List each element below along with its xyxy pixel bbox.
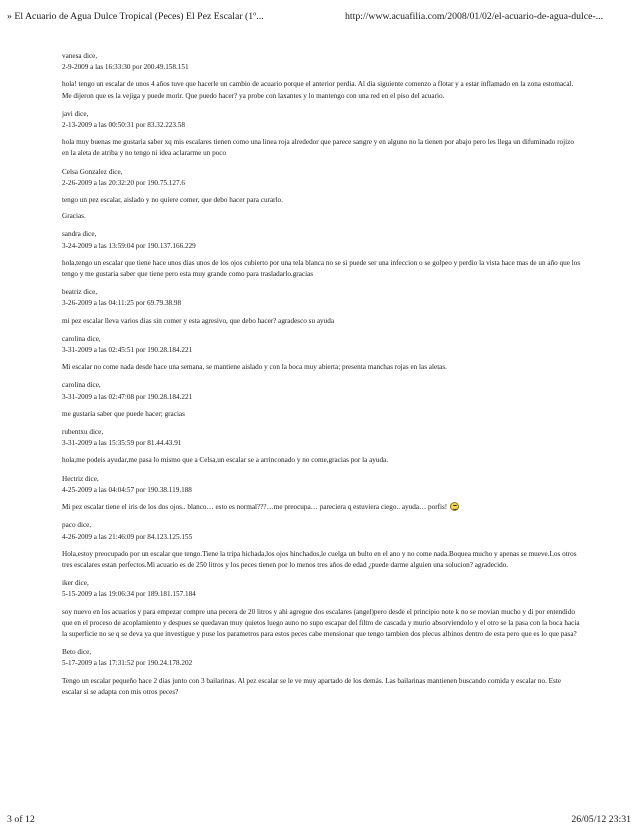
comment-author: carolina dice, [62,381,101,390]
comment-meta [62,427,582,449]
comment-meta [62,109,582,131]
comment-paragraph [62,258,582,280]
comment-body [62,258,582,280]
comment-meta [62,334,582,356]
comment-paragraph [62,502,582,513]
comment-date: 5-17-2009 a las 17:31:52 por 190.24.178.202 [62,659,193,668]
comment-date: 4-25-2009 a las 04:04:57 por 190.38.119.188 [62,485,192,494]
comment-body [62,137,582,159]
comment-body [62,409,582,420]
comment-paragraph [62,409,582,420]
comment-entry [62,520,582,571]
comment-body [62,607,582,641]
comment-date: 3-26-2009 a las 04:11:25 por 69.79.38.98 [62,299,182,308]
comment-paragraph [62,316,582,327]
comment-entry [62,287,582,327]
comment-author: iker dice, [62,579,89,588]
comment-text: Gracias. [62,212,86,221]
comment-text: hola,tengo un escalar que tiene hace unos dias unos de los ojos cubierto por una tela blanca no se si puede ser una infeccion o se golpeo y perdio la vista hace mas de un año que los tengo y me gustaria saber que tiene pero esta muy grande como para trasladarlo.gracias [62,258,581,279]
comment-date: 5-15-2009 a las 19:06:34 por 189.181.157.184 [62,590,196,599]
comment-text: hola! tengo un escalar de unos 4 años tuve que hacerle un cambio de acuario porque el anterior perdia. Al dia siguiente comenzo a flotar y a estar inflamado en la zona estomacal. Me dijeron que es la vejiga y puede morir. Que puedo hacer? ya probe con laxantes y lo mantengo con una red en el piso del acuario. [62,80,574,100]
comment-author: carolina dice, [62,334,101,343]
comment-date: 3-31-2009 a las 02:45:51 por 190.28.184.221 [62,346,193,355]
comment-text: me gustaría saber que puede hacer; gracias [62,409,185,418]
comment-body [62,455,582,466]
comment-author: paco dice, [62,521,92,530]
comment-author: beatriz dice, [62,288,98,297]
comment-date: 3-31-2009 a las 15:35:59 por 81.44.43.91 [62,439,182,448]
comment-text: hola muy buenas me gustaria saber xq mis escalares tienen como una linea roja alrededor que parece sangre y en alguno no la tienen por abajo pero les llega un difuminado rojizo en la aleta de atriba y no tengo ni idea aclararme un poco [62,138,574,158]
comment-text: Mi escalar no come nada desde hace una semana, se mantiene aislado y con la boca muy abierta; presenta manchas rojas en las aletas. [62,363,447,372]
comment-paragraph [62,362,582,373]
comment-text: tengo un pez escalar, aislado y no quiere comer, que debo hacer para curarlo. [62,196,283,205]
comment-meta [62,578,582,600]
comment-entry [62,167,582,223]
comment-author: Hectriz dice, [62,474,99,483]
comment-meta [62,287,582,309]
comment-author: javi dice, [62,109,89,118]
comment-entry [62,474,582,514]
page-title: » El Acuario de Agua Dulce Tropical (Peces) El Pez Escalar (1º... [7,11,264,22]
comment-paragraph [62,607,582,641]
comment-body [62,502,582,513]
page-url[interactable]: http://www.acuafilia.com/2008/01/02/el-acuario-de-agua-dulce-... [345,11,604,22]
comment-meta [62,474,582,496]
comment-author: Beto dice, [62,648,92,657]
comment-entry [62,578,582,640]
comment-paragraph [62,455,582,466]
comment-entry [62,109,582,160]
comment-paragraph [62,676,582,698]
comment-body [62,362,582,373]
comment-text: Tengo un escalar pequeño hace 2 días junto con 3 bailarinas. Al pez escalar se le ve muy apartado de los demás. Las bailarinas mantienen buscando comida y escalar no. Este escalar si se adapta con mis otros peces? [62,676,562,696]
comment-meta [62,167,582,189]
comment-entry [62,51,582,102]
comment-text: Mi pez escalar tiene el iris de los dos ojos.. blanco… esto es normal???…me preocupa… pareciera q estuviera ciego.. ayuda… porfis! [62,503,448,512]
comment-author: Celsa Gonzalez dice, [62,167,123,176]
comment-entry [62,427,582,467]
comments-list [62,51,582,705]
comment-entry [62,229,582,280]
comment-date: 2-9-2009 a las 16:33:30 por 200.49.158.151 [62,63,189,72]
comment-meta [62,51,582,73]
comment-date: 3-24-2009 a las 13:59:04 por 190.137.166.229 [62,241,196,250]
comment-date: 3-31-2009 a las 02:47:08 por 190.28.184.221 [62,392,193,401]
comment-text: hola,me podeis ayudar,me pasa lo mismo que a Celsa,un escalar se a arrinconado y no come,gracias por la ayuda. [62,456,389,465]
comment-paragraph [62,137,582,159]
comment-author: rubentxu dice, [62,428,104,437]
comment-date: 2-13-2009 a las 00:50:31 por 83.32.223.58 [62,121,185,130]
comment-body [62,549,582,571]
comment-body [62,195,582,222]
comment-meta [62,647,582,669]
comment-meta [62,520,582,542]
smiley-icon [450,502,459,511]
comment-date: 4-26-2009 a las 21:46:09 por 84.123.125.155 [62,532,193,541]
print-datetime: 26/05/12 23:31 [571,814,631,825]
comment-author: vanesa dice, [62,52,98,60]
comment-paragraph [62,549,582,571]
comment-entry [62,647,582,698]
page-number: 3 of 12 [7,814,35,825]
comment-meta [62,229,582,251]
comment-entry [62,380,582,420]
comment-text: Hola,estoy preocupado por un escalar que tengo.Tiene la tripa hichada,los ojos hinchados,le cuelga un bulto en el ano y no come nada.Boquea mucho y apenas se mueve.Los otros tres escalares estan perfectos.Mi acuario es de 250 litros y los peces tienen por lo menos tres años de edad ¿puede darme alguien una solucion? agradecido. [62,549,577,569]
comment-body [62,316,582,327]
comment-body [62,79,582,101]
comment-entry [62,334,582,374]
comment-date: 2-26-2009 a las 20:32:20 por 190.75.127.6 [62,178,185,187]
comment-body [62,676,582,698]
comment-text: mi pez escalar lleva varios dias sin comer y esta agresivo, que debo hacer? agradesco su ayuda [62,316,335,325]
comment-meta [62,380,582,402]
comment-paragraph [62,79,582,101]
comment-author: sandra dice, [62,230,97,239]
comment-text: soy nuevo en los acuarios y para empezar compre una pecera de 20 litros y ahi agregue dos escalares (angel)pero desde el principio note k no se movian mucho y di por entendido que en el proceso de acoplamiento y despues se quedavan muy quietos luego auno no supo escapar del filtro de cascada y murio absorviendolo y el otro se la pasa con la boca hacia la superficie no se q se deva ya que investigue y puse los parametros para estos peces cabe mensionar que tengo tambien dos plecus albinos dentro de esta pero que es lo que pasa? [62,607,580,638]
comment-paragraph [62,211,582,222]
comment-paragraph [62,195,582,206]
